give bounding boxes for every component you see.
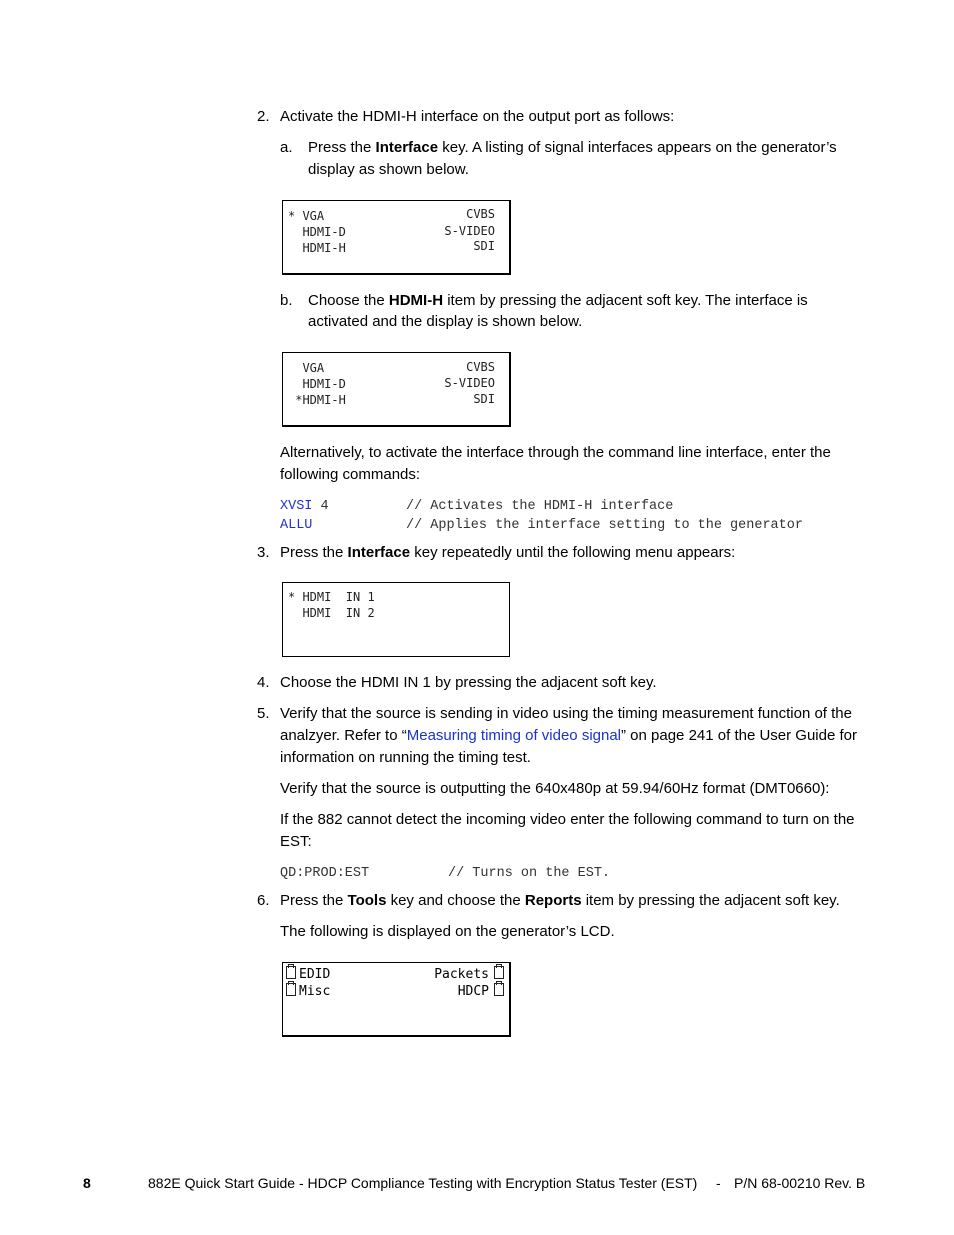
lcd-item-packets: Packets <box>434 966 504 983</box>
lcd-item-vga: VGA <box>288 361 325 375</box>
footer-separator: - <box>716 1175 721 1191</box>
command-line: XVSI 4 <box>280 499 329 514</box>
alt-paragraph-line2: following commands: <box>280 466 421 483</box>
lcd-item-hdmi-in-1: * HDMI IN 1 <box>288 590 375 604</box>
command-comment: // Activates the HDMI-H interface <box>406 499 674 514</box>
lcd-display-interfaces <box>282 200 511 275</box>
step-3-number: 3. <box>257 544 270 561</box>
lcd-item-s-video: S-VIDEO <box>444 376 495 390</box>
command-comment: // Turns on the EST. <box>448 866 611 881</box>
softkey-icon <box>286 966 296 979</box>
softkey-icon <box>494 966 504 979</box>
softkey-icon <box>494 983 504 996</box>
command-keyword: QD:PROD:EST <box>280 866 370 881</box>
step-2-number: 2. <box>257 108 270 125</box>
alt-paragraph-line1: Alternatively, to activate the interface through the command line interface, enter the <box>280 444 831 461</box>
step-5-para3-line2: EST: <box>280 833 312 850</box>
command-comment: // Applies the interface setting to the generator <box>406 518 803 533</box>
lcd-item-hdmi-h: HDMI-H <box>288 241 346 255</box>
lcd-item-sdi: SDI <box>473 392 495 406</box>
lcd-display-hdmi-h-active <box>282 352 511 427</box>
page-number: 8 <box>83 1175 91 1191</box>
step-2a-text: Press the Interface key. A listing of signal interfaces appears on the generator’s <box>308 139 837 156</box>
measuring-timing-link[interactable]: Measuring timing of video signal <box>406 727 622 744</box>
step-5-line3: information on running the timing test. <box>280 749 531 766</box>
step-3-text: Press the Interface key repeatedly until the following menu appears: <box>280 544 736 561</box>
command-line <box>280 517 312 535</box>
hdmi-h-item-label: HDMI-H <box>388 292 444 309</box>
command-keyword: ALLU <box>280 518 313 533</box>
footer-part-number: P/N 68-00210 Rev. B <box>734 1175 866 1191</box>
step-2a-line2: display as shown below. <box>308 161 469 178</box>
step-2-text: Activate the HDMI-H interface on the output port as follows: <box>280 108 675 125</box>
step-4-number: 4. <box>257 674 270 691</box>
lcd-item-hdmi-d: HDMI-D <box>288 377 346 391</box>
step-5-para2: Verify that the source is outputting the 640x480p at 59.94/60Hz format (DMT0660): <box>280 780 830 797</box>
lcd-item-vga: * VGA <box>288 209 325 223</box>
softkey-icon <box>286 983 296 996</box>
lcd-item-hdmi-in-2: HDMI IN 2 <box>288 606 375 620</box>
step-5-line2: analzyer. Refer to “Measuring timing of video signal” on page 241 of the User Guide for <box>280 727 857 744</box>
step-6-para2: The following is displayed on the generator’s LCD. <box>280 923 615 940</box>
step-2b-line2: activated and the display is shown below. <box>308 313 583 330</box>
interface-key-label: Interface <box>375 139 439 156</box>
step-5-line1: Verify that the source is sending in video using the timing measurement function of the <box>280 705 852 722</box>
lcd-item-cvbs: CVBS <box>466 360 495 374</box>
footer-title: 882E Quick Start Guide - HDCP Compliance Testing with Encryption Status Tester (EST) <box>148 1175 698 1191</box>
step-6-text: Press the Tools key and choose the Reports item by pressing the adjacent soft key. <box>280 892 840 909</box>
lcd-item-hdmi-h: *HDMI-H <box>288 393 346 407</box>
step-4-text: Choose the HDMI IN 1 by pressing the adjacent soft key. <box>280 674 657 691</box>
reports-item-label: Reports <box>524 892 582 909</box>
step-2b-text: Choose the HDMI-H item by pressing the adjacent soft key. The interface is <box>308 292 808 309</box>
command-keyword: XVSI <box>280 499 313 514</box>
lcd-item-hdcp: HDCP <box>458 983 504 1000</box>
lcd-item-hdmi-d: HDMI-D <box>288 225 346 239</box>
tools-key-label: Tools <box>347 892 387 909</box>
lcd-item-edid: EDID <box>286 966 330 983</box>
step-2a-marker: a. <box>280 139 293 156</box>
lcd-item-s-video: S-VIDEO <box>444 224 495 238</box>
step-2b-marker: b. <box>280 292 293 309</box>
lcd-item-sdi: SDI <box>473 239 495 253</box>
step-5-number: 5. <box>257 705 270 722</box>
lcd-item-cvbs: CVBS <box>466 207 495 221</box>
lcd-item-misc: Misc <box>286 983 330 1000</box>
step-5-para3-line1: If the 882 cannot detect the incoming video enter the following command to turn on the <box>280 811 855 828</box>
step-6-number: 6. <box>257 892 270 909</box>
interface-key-label: Interface <box>347 544 411 561</box>
lcd-display-reports <box>282 962 511 1037</box>
lcd-display-hdmi-inputs <box>282 582 510 657</box>
